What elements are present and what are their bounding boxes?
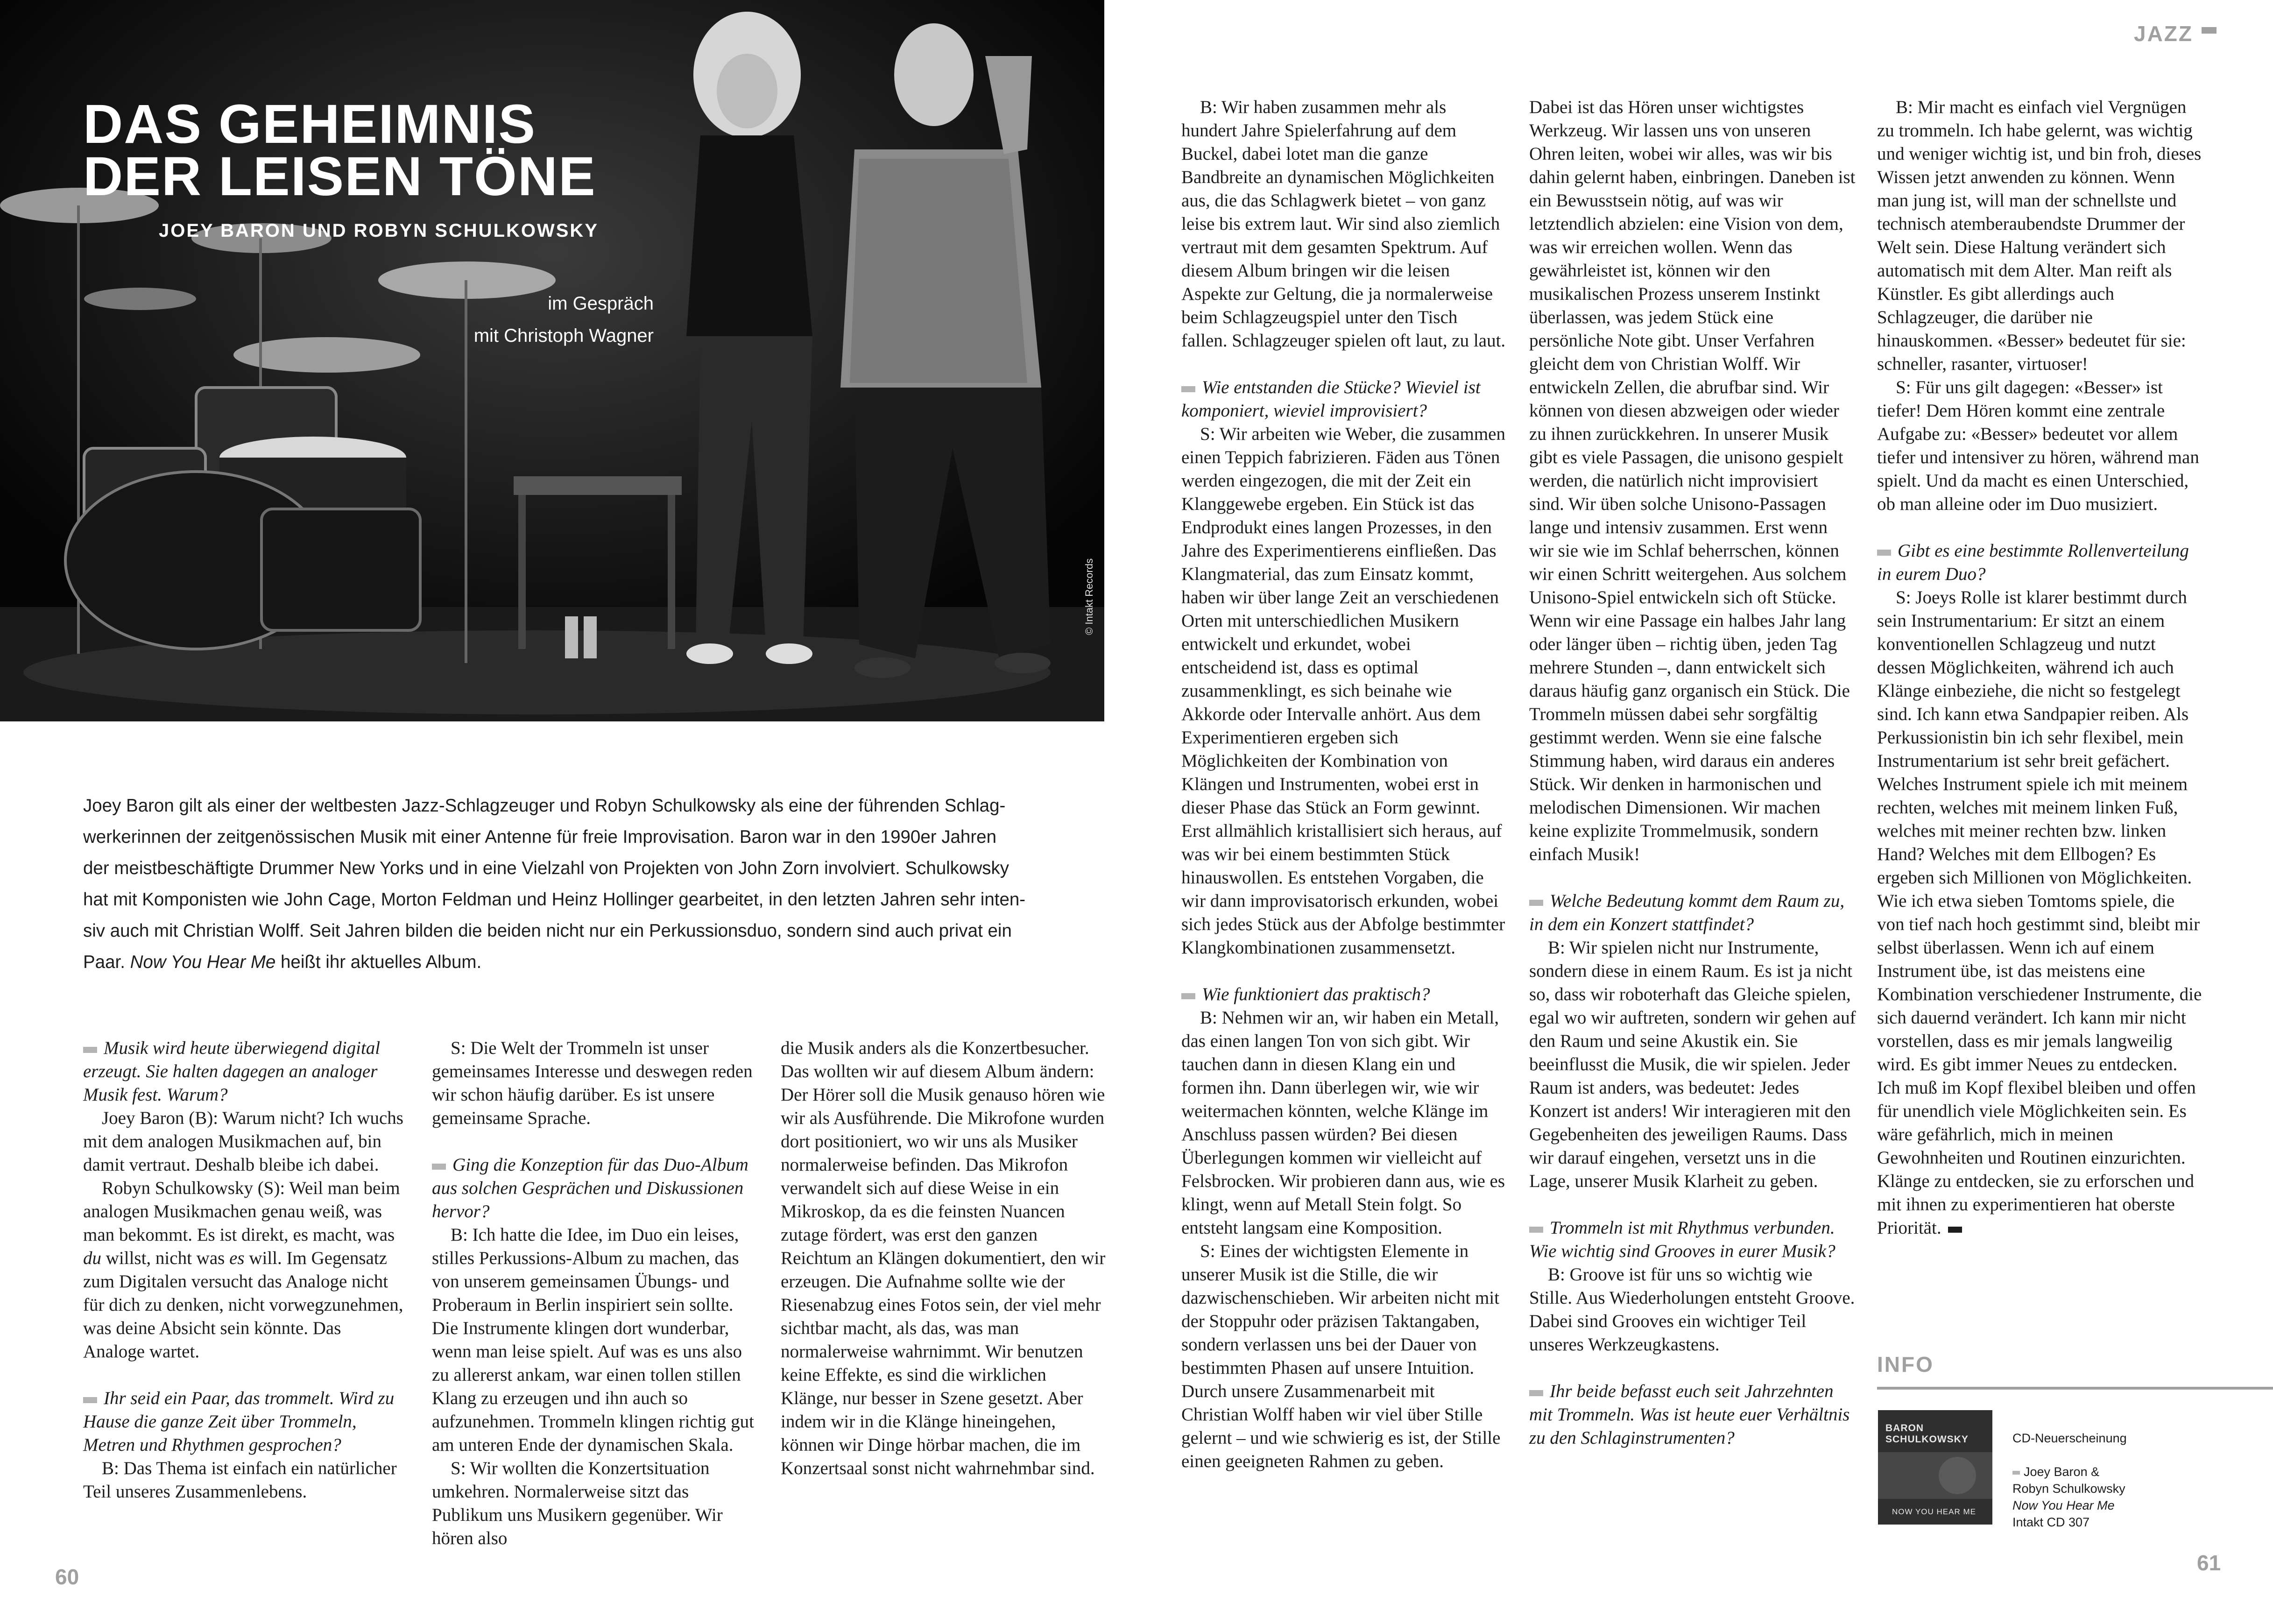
answer: S: Eines der wichtigsten Elemente in unserer Musik ist die Stille, die wir dazwischenschieben. Wir arbeiten nicht mit der Stoppuhr oder präzisen Taktangaben, sondern verlassen uns bei der Dauer von bestimmten Phasen auf unsere Intuition. Durch unsere Zusammenarbeit mit Christian Wolff haben wir viel über Stille gelernt – und wie schwierig es ist, der Stille einen geeigneten Rahmen zu geben. [1181,1241,1501,1471]
answer: B: Nehmen wir an, wir haben ein Metall, das einen langen Ton von sich gibt. Wir tauchen dann in diesen Klang ein und formen ihn. Dann überlegen wir, wie wir weitermachen könnten, welche Klänge im Anschluss passen würden? Bei diesen Überlegungen kommen wir vielleicht auf Felsbrocken. Wir probieren dann aus, wie es klingt, wenn auf Metall Stein folgt. So entsteht langsam eine Komposition. [1181,1008,1505,1238]
answer: S: Die Welt der Trommeln ist unser gemeinsames Interesse und deswegen reden wir schon häufig darüber. Es ist unsere gemeinsame Sprache. [432,1038,753,1128]
cd-artists [2012,1463,2127,1480]
text-column-1 [83,1037,405,1504]
answer: S: Für uns gilt dagegen: «Besser» ist tiefer! Dem Hören kommt eine zentrale Aufgabe zu: «Besser» bedeutet vor allem tiefer und intensiver zu hören, während man spielt. Und da macht es einen Unterschied, ob man alleine oder im Duo musiziert. [1877,377,2199,514]
page-number-right: 61 [2197,1551,2221,1575]
text-column-2 [432,1037,754,1550]
answer: B: Wir spielen nicht nur Instrumente, sondern diese in einem Raum. Es ist ja nicht so, dass wir roboterhaft das Gleiche spielen, egal wo wir auftreten, sondern wir gehen auf den Raum und seine Akustik ein. Sie beeinflusst die Musik, die wir spielen. Jeder Raum ist anders, was bedeutet: Jedes Konzert ist anders! Wir interagieren mit den Gegebenheiten des jeweiligen Raums. Dass wir darauf eingehen, versetzt uns in die Lage, unserer Musik Klarheit zu geben. [1529,938,1856,1191]
answer: B: Wir haben zusammen mehr als hundert Jahre Spielerfahrung auf dem Buckel, dabei lotet man die ganze Bandbreite an dynamischen Möglichkeiten aus, die das Schlagwerk bietet – von ganz leise bis extrem laut. Wir sind also ziemlich vertraut mit dem gesamten Spektrum. Auf diesem Album bringen wir die leisen Aspekte zur Geltung, die ja normalerweise beim Schlagzeugspiel unter den Tisch fallen. Schlagzeuger spielen oft laut, zu laut. [1181,97,1506,351]
info-rule [1877,1387,2273,1390]
answer-text: S: Joeys Rolle ist klarer bestimmt durch sein Instrumentarium: Er sitzt an einem konventionellen Schlagzeug und nutzt dessen Möglichkeiten, während ich auch Klänge einbeziehe, die nicht so festgelegt sind. Ich kann etwa Sandpapier reiben. Als Perkussionistin bin ich sehr flexibel, mein Instrumentarium ist sehr breit gefächert. Welches Instrument spiele ich mit meinem rechten, welches mit meinem linken Fuß, welches mit meiner rechten bzw. linken Hand? Welches mit dem Ellbogen? Es ergeben sich Millionen von Möglichkeiten. Wie ich etwa sieben Tomtoms spiele, die von tief nach hoch gestimmt sind, bleibt mir selbst überlassen. Wenn ich auf einem Instrument übe, ist das meistens eine Kombination verschiedener Instrumente, die sich dauernd verändert. Ich kann mir nicht vorstellen, dass es mir jemals langweilig wird. Es gibt immer Neues zu entdecken. Ich muß im Kopf flexibel bleiben und offen für unendlich viele Möglichkeiten sein. Es wäre gefährlich, mich in meinen Gewohnheiten und Routinen einzurichten. Klänge zu entdecken, sie zu erforschen und mit ihnen zu experimentieren hat oberste Priorität. [1877,587,2202,1238]
page-number-left: 60 [55,1565,79,1589]
intro-line: werkerinnen der zeitgenössischen Musik mit einer Antenne für freie Improvisation. Baron war in den 1990er Jahren [83,827,996,847]
text-column-5 [1529,96,1856,1450]
text-column-3 [781,1037,1108,1480]
answer: S: Wir wollten die Konzertsituation umkehren. Normalerweise sitzt das Publikum uns Musikern gegenüber. Wir hören also [432,1458,723,1548]
article-subtitle: JOEY BARON UND ROBYN SCHULKOWSKY [159,220,599,241]
answer-text: Robyn Schulkowsky (S): Weil man beim analogen Musikmachen genau weiß, was man bekommt. Es ist direkt, es macht, was [83,1178,400,1245]
answer: B: Mir macht es einfach viel Vergnügen zu trommeln. Ich habe gelernt, was wichtig und weniger wichtig ist, und bin froh, dieses Wissen jetzt anwenden zu können. Wenn man jung ist, will man der schnellste und technisch atemberaubendste Drummer der Welt sein. Diese Haltung verändert sich automatisch mit dem Alter. Man reift als Künstler. Es gibt allerdings auch Schlagzeuger, die darüber nie hinauskommen. «Besser» bedeutet für sie: schneller, rasanter, virtuoser! [1877,97,2202,374]
info-title: INFO [1877,1352,1934,1377]
intro-text: heißt ihr aktuelles Album. [275,952,482,972]
text-column-4 [1181,96,1506,1473]
answer-text: will. Im Gegensatz zum Digitalen versucht das Analoge nicht für dich zu denken, nicht vorwegzunehmen, was deine Absicht sein könnte. Das Analoge wartet. [83,1248,403,1362]
question: Welche Bedeutung kommt dem Raum zu, in dem ein Konzert stattfindet? [1529,890,1856,936]
emphasis: es [229,1248,245,1268]
intro-line [83,946,1017,978]
answer [83,1177,405,1363]
answer: B: Ich hatte die Idee, im Duo ein leises, stilles Perkussions-Album zu machen, das von unserem gemeinsamen Übungs- und Proberaum in Berlin inspiriert sein sollte. Die Instrumente klingen dort wunderbar, wenn man leise spielt. Auf was es uns also zu allererst ankam, war einen tollen stillen Klang zu erzeugen und ihn auch so aufzunehmen. Trommeln klingen richtig gut am unteren Ende der dynamischen Skala. [432,1225,754,1455]
answer [1877,586,2204,1240]
answer: die Musik anders als die Konzertbesucher. Das wollten wir auf diesem Album ändern: Der Hörer soll die Musik genauso hören wie wir als Ausführende. Die Mikrofone wurden dort positioniert, wo wir uns als Musiker normalerweise befinden. Das Mikrofon verwandelt sich auf diese Weise in ein Mikroskop, da es die feinsten Nuancen zutage fördert, was erst den ganzen Reichtum an Klängen dokumentiert, den wir erzeugen. Die Aufnahme sollte wie der Riesenabzug eines Fotos sein, der viel mehr sichtbar macht, als das, was man normalerweise wahrnimmt. Wir benutzen keine Effekte, es sind die wirklichen Klänge, nur besser in Szene gesetzt. Aber indem wir in die Klänge hineingehen, können wir Dinge hörbar machen, die im Konzertsaal sonst nicht wahrnehmbar sind. [781,1038,1106,1478]
answer-text: willst, nicht was [101,1248,230,1268]
interview-line-1: im Gespräch [548,293,654,314]
intro-line: siv auch mit Christian Wolff. Seit Jahren bilden die beiden nicht nur ein Perkussionsduo, sondern sind auch privat ein [83,921,1012,941]
emphasis: du [83,1248,101,1268]
question: Ihr seid ein Paar, das trommelt. Wird zu Hause die ganze Zeit über Trommeln, Metren und Rhythmen gesprochen? [83,1387,405,1457]
question: Wie entstanden die Stücke? Wieviel ist komponiert, wieviel improvisiert? [1181,376,1506,423]
cd-album-title: Now You Hear Me [2012,1498,2115,1512]
title-line-1: DAS GEHEIMNIS [83,93,536,155]
cover-photo [0,0,1104,721]
cover-artist-2: SCHULKOWSKY [1885,1434,1969,1445]
answer: B: Das Thema ist einfach ein natürlicher Teil unseres Zusammenlebens. [83,1458,397,1502]
cd-artists-line-2: Robyn Schulkowsky [2012,1482,2125,1496]
cover-title: NOW YOU HEAR ME [1892,1507,1976,1516]
article-title [83,93,596,207]
question: Wie funktioniert das praktisch? [1181,983,1506,1006]
question: Ging die Konzeption für das Duo-Album aus solchen Gesprächen und Diskussionen hervor? [432,1153,754,1223]
question: Musik wird heute überwiegend digital erzeugt. Sie halten dagegen an analoger Musik fest. Warum? [83,1037,405,1107]
spacer [2012,1447,2127,1463]
intro-line: der meistbeschäftigte Drummer New Yorks und in eine Vielzahl von Projekten von John Zorn involviert. Schulkowsky [83,858,1009,878]
article-intro [83,790,1026,978]
intro-text: Paar. [83,952,130,972]
cd-album [2012,1497,2127,1514]
cd-label: CD-Neuerscheinung [2012,1431,2127,1445]
answer: Dabei ist das Hören unser wichtigstes Werkzeug. Wir lassen uns von unseren Ohren leiten, wobei wir alles, was wir bis dahin gelernt haben, einbringen. Daneben ist ein Bewusstsein nötig, auf was wir letztendlich abzielen: eine Vision von dem, was wir erreichen wollen. Wenn das gewährleistet ist, können wir den musikalischen Prozess unserem Instinkt überlassen, was jedem Stück eine persönliche Note gibt. Unser Verfahren gleicht dem von Christian Wolff. Wir entwickeln Zellen, die abrufbar sind. Wir können von diesen abzweigen oder wieder zu ihnen zurückkehren. In unserer Musik gibt es viele Passagen, die unisono gespielt werden, die natürlich nicht improvisiert sind. Wir üben solche Unisono-Passagen lange und intensiv zusammen. Erst wenn wir sie wie im Schlaf beherrschen, können wir einen Schritt weitergehen. Aus solchem Unisono-Spiel entwickeln sich oft Stücke. Wenn wir eine Passage ein halbes Jahr lang oder länger üben – richtig üben, jeden Tag mehrere Stunden –, dann entwickelt sich daraus häufig ganz organisch ein Stück. Die Trommeln müssen dabei sehr sorgfältig gestimmt werden. Wenn sie eine falsche Stimmung haben, wird daraus ein anderes Stück. Wir denken in harmonischen und melodischen Dimensionen. Wir machen keine explizite Trommelmusik, sondern einfach Musik! [1529,97,1856,864]
text-column-6 [1877,96,2204,1240]
intro-line: hat mit Komponisten wie John Cage, Morton Feldman und Heinz Hollinger gearbeitet, in den letzten Jahren sehr inten- [83,890,1026,910]
end-mark [1948,1227,1962,1233]
section-label: JAZZ [2134,21,2193,46]
cd-info [2012,1430,2127,1531]
question: Trommeln ist mit Rhythmus verbunden. Wie wichtig sind Grooves in eurer Musik? [1529,1216,1856,1263]
section-bar [2202,27,2217,34]
answer: Joey Baron (B): Warum nicht? Ich wuchs mit dem analogen Musikmachen auf, bin damit vertraut. Deshalb bleibe ich dabei. [83,1108,403,1175]
bullet-bar [2012,1471,2020,1475]
interview-line-2: mit Christoph Wagner [473,325,654,346]
cd-catalog: Intakt CD 307 [2012,1515,2090,1529]
cover-artist-1: BARON [1885,1423,1924,1433]
answer: S: Wir arbeiten wie Weber, die zusammen einen Teppich fabrizieren. Fäden aus Tönen werden eingezogen, die mit der Zeit ein Klanggewebe ergeben. Ein Stück ist das Endprodukt eines langen Prozesses, in den Jahre des Experimentierens einfließen. Das Klangmaterial, das zum Einsatz kommt, haben wir über lange Zeit an verschiedenen Orten mit unterschiedlichen Musikern entwickelt und erkundet, wobei entscheidend ist, dass es optimal zusammenklingt, es sich beinahe wie Akkorde oder Intervalle anhört. Aus dem Experimentieren ergeben sich Möglichkeiten der Kombination von Klängen und Instrumenten, wobei erst in dieser Phase das Stück an Form gewinnt. Erst allmählich kristallisiert sich heraus, auf was wir bei einem bestimmten Stück hinauswollen. Es entstehen Vorgaben, die wir dann improvisatorisch erkunden, wobei sich jedes Stück aus der Abfolge bestimmter Klangkombinationen zusammensetzt. [1181,424,1505,958]
answer: B: Groove ist für uns so wichtig wie Stille. Aus Wiederholungen entsteht Groove. Dabei sind Grooves ein wichtiger Teil unseres Werkzeugkastens. [1529,1264,1855,1355]
question: Ihr beide befasst euch seit Jahrzehnten mit Trommeln. Was ist heute euer Verhältnis zu den Schlaginstrumenten? [1529,1380,1856,1450]
title-line-2: DER LEISEN TÖNE [83,146,596,207]
album-title: Now You Hear Me [130,952,276,972]
intro-line: Joey Baron gilt als einer der weltbesten Jazz-Schlagzeuger und Robyn Schulkowsky als eine der führenden Schlag- [83,796,1006,816]
photo-credit: © Intakt Records [1083,558,1095,635]
cd-cover [1878,1410,1992,1525]
cd-artists-line-1: Joey Baron & [2024,1465,2100,1479]
question: Gibt es eine bestimmte Rollenverteilung in eurem Duo? [1877,539,2204,586]
